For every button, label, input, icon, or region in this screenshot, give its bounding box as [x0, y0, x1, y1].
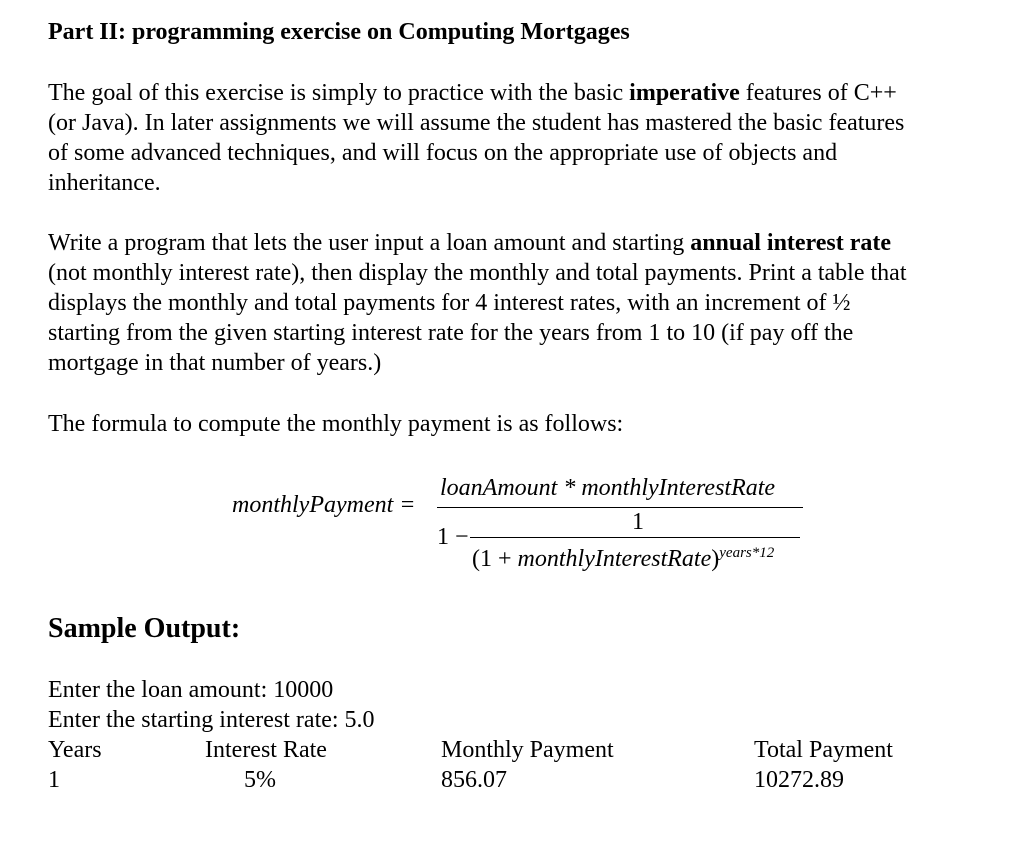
table-header-interest-rate: Interest Rate — [205, 737, 327, 763]
formula-paren-open: (1 + — [472, 546, 518, 572]
table-cell-total-payment: 10272.89 — [754, 767, 844, 793]
task-line-2: (not monthly interest rate), then display the monthly and total payments. Print a table that — [48, 260, 907, 286]
formula-inner-denominator — [472, 544, 774, 574]
task-line-5: mortgage in that number of years.) — [48, 350, 382, 376]
formula-one-minus: 1 − — [437, 524, 469, 550]
formula-exponent: years*12 — [719, 545, 775, 561]
table-cell-monthly-payment: 856.07 — [441, 767, 507, 793]
formula-inner-fraction-bar — [470, 537, 800, 538]
intro-line-4: inheritance. — [48, 170, 161, 196]
table-header-monthly-payment: Monthly Payment — [441, 737, 614, 763]
intro-text: features of C++ — [739, 80, 897, 106]
sample-output-heading: Sample Output: — [48, 613, 241, 644]
table-cell-years: 1 — [48, 767, 60, 793]
bold-annual-interest-rate: annual interest rate — [690, 230, 892, 256]
output-rate-line: Enter the starting interest rate: 5.0 — [48, 707, 375, 733]
table-header-total-payment: Total Payment — [754, 737, 893, 763]
intro-line-2: (or Java). In later assignments we will assume the student has mastered the basic features — [48, 110, 905, 136]
task-paragraph — [48, 228, 998, 378]
task-text: Write a program that lets the user input a loan amount and starting — [48, 230, 691, 256]
output-loan-line: Enter the loan amount: 10000 — [48, 677, 334, 703]
formula-fraction-bar — [437, 507, 803, 508]
formula-rate-variable: monthlyInterestRate — [517, 546, 712, 572]
intro-line-1 — [48, 78, 998, 108]
intro-line-3: of some advanced techniques, and will focus on the appropriate use of objects and — [48, 140, 838, 166]
table-header-years: Years — [48, 737, 102, 763]
formula-intro: The formula to compute the monthly payment is as follows: — [48, 411, 624, 437]
formula-lhs: monthlyPayment = — [232, 492, 416, 518]
task-line-1 — [48, 228, 998, 258]
intro-text: The goal of this exercise is simply to practice with the basic — [48, 80, 630, 106]
formula-numerator: loanAmount * monthlyInterestRate — [440, 475, 776, 501]
formula-inner-numerator: 1 — [632, 509, 644, 535]
intro-paragraph — [48, 78, 998, 198]
formula-paren-close: ) — [711, 546, 720, 572]
task-line-4: starting from the given starting interest rate for the years from 1 to 10 (if pay off the — [48, 320, 854, 346]
table-cell-interest-rate: 5% — [244, 767, 276, 793]
section-heading: Part II: programming exercise on Computing Mortgages — [48, 19, 630, 45]
task-line-3: displays the monthly and total payments for 4 interest rates, with an increment of ½ — [48, 290, 851, 316]
bold-imperative: imperative — [629, 80, 740, 106]
monthly-payment-formula — [0, 460, 1024, 590]
